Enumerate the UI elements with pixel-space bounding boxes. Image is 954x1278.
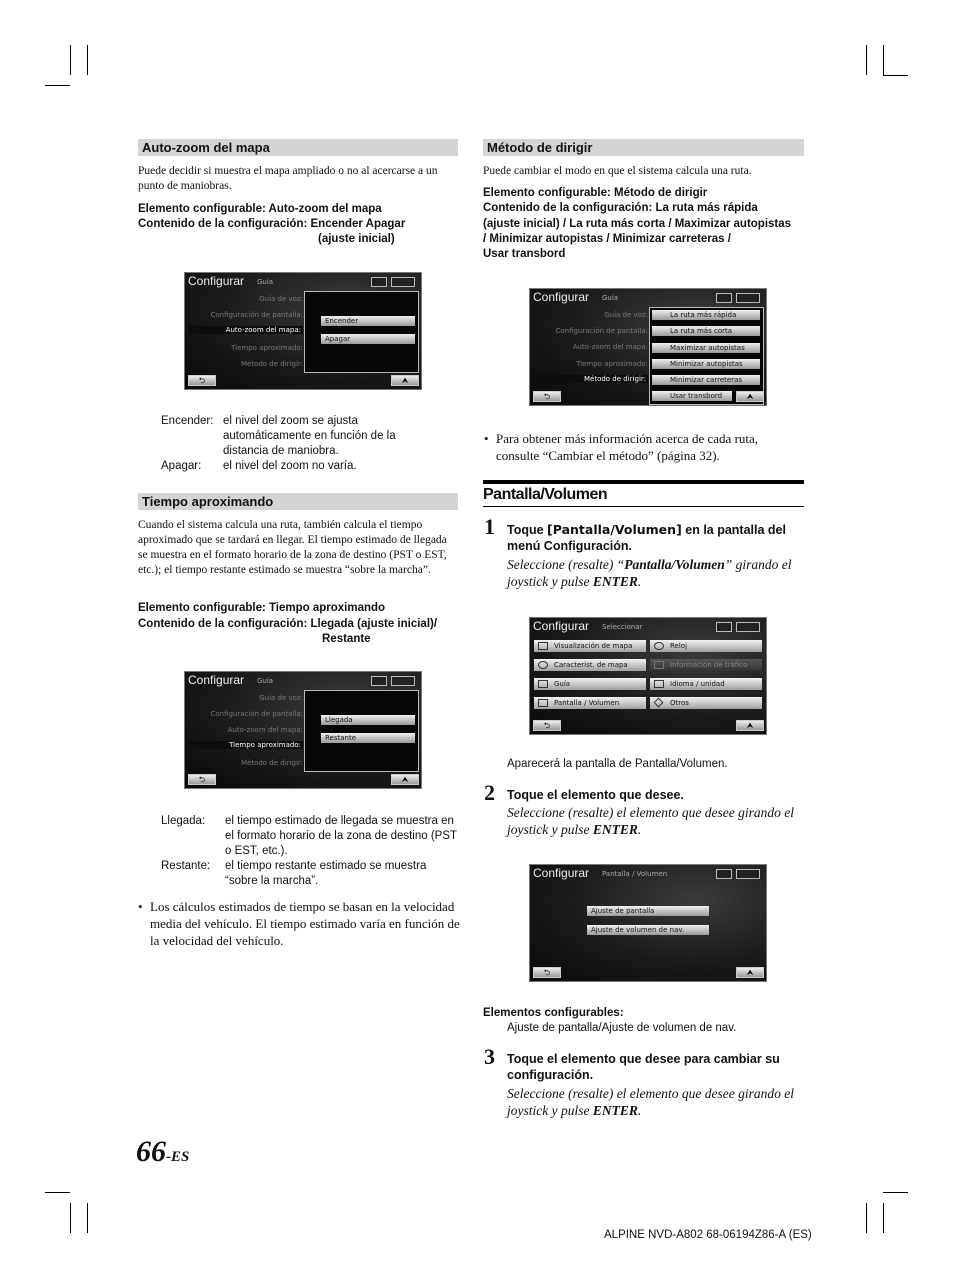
setting-label: Guía de voz: [604, 311, 648, 319]
metodo-intro: Puede cambiar el modo en que el sistema calcula una ruta. [483, 165, 752, 177]
metodo-setting-line: / Minimizar autopistas / Minimizar carreteras / [483, 233, 731, 245]
back-button[interactable]: ⮌ [533, 720, 561, 731]
autozoom-setting-line3: (ajuste inicial) [318, 233, 395, 245]
screen-title: Configurar [533, 866, 590, 880]
signpost-icon [538, 680, 548, 688]
def-desc-apagar: el nivel del zoom no varía. [223, 460, 357, 472]
setting-label: Guía de voz: [259, 295, 303, 303]
up-button[interactable]: ⮝ [391, 774, 419, 785]
option-ruta-rapida[interactable]: La ruta más rápida [652, 310, 760, 320]
metodo-setting-line: Contenido de la configuración: La ruta más rápida [483, 202, 758, 214]
setting-label: Configuración de pantalla: [555, 327, 648, 335]
up-button[interactable]: ⮝ [391, 375, 419, 386]
config-menu-screen [529, 617, 767, 735]
metodo-screen [529, 288, 767, 406]
screen-subtitle: Guía [257, 677, 274, 685]
section-heading-pantalla: Pantalla/Volumen [483, 486, 608, 503]
step2-detail: Seleccione (resalte) el elemento que desee girando el joystick y pulse ENTER. [507, 805, 795, 837]
option-ajuste-volumen-nav[interactable]: Ajuste de volumen de nav. [587, 925, 709, 935]
setting-label-selected[interactable]: Auto-zoom del mapa: [189, 326, 303, 334]
setting-label: Tiempo aproximado: [231, 344, 303, 352]
back-button[interactable]: ⮌ [533, 391, 561, 402]
window-icon[interactable] [716, 869, 732, 879]
heading-underline [483, 506, 804, 507]
language-icon [654, 680, 664, 688]
bullet-dot: • [484, 431, 489, 446]
screen-title: Configurar [533, 619, 590, 633]
setting-label-selected[interactable]: Tiempo aproximado: [189, 741, 303, 749]
setting-label: Método de dirigir: [240, 759, 303, 767]
grid-icon[interactable] [736, 622, 760, 632]
menu-idioma-unidad[interactable]: Idioma / unidad [650, 678, 762, 690]
bullet-dot: • [138, 899, 143, 914]
autozoom-intro: Puede decidir si muestra el mapa ampliado o no al acercarse a un punto de maniobras. [138, 165, 438, 192]
tiempo-setting-line2: Contenido de la configuración: Llegada (ajuste inicial)/ [138, 618, 438, 630]
elementos-label: Elementos configurables: [483, 1007, 624, 1019]
setting-label: Guía de voz: [259, 694, 303, 702]
def-term-restante: Restante: [161, 860, 211, 872]
options-panel [304, 690, 419, 772]
option-ajuste-pantalla[interactable]: Ajuste de pantalla [587, 906, 709, 916]
step3-instruction: Toque el elemento que desee para cambiar su configuración. [507, 1052, 780, 1082]
option-restante[interactable]: Restante [321, 733, 415, 743]
metodo-setting-line: Elemento configurable: Método de dirigir [483, 187, 708, 199]
elementos-value: Ajuste de pantalla/Ajuste de volumen de nav. [507, 1022, 737, 1034]
menu-visualizacion-mapa[interactable]: Visualización de mapa [534, 640, 646, 652]
menu-caracterist-mapa[interactable]: Caracterist. de mapa [534, 659, 646, 671]
metodo-setting-line: Usar transbord [483, 248, 566, 260]
page-number: 66-ES [136, 1135, 190, 1168]
up-button[interactable]: ⮝ [736, 720, 764, 731]
tiempo-setting-line1: Elemento configurable: Tiempo aproximando [138, 602, 386, 614]
def-term-llegada: Llegada: [161, 815, 206, 827]
section-heading-metodo: Método de dirigir [483, 139, 804, 156]
option-ruta-corta[interactable]: La ruta más corta [652, 326, 760, 336]
setting-label: Tiempo aproximado: [576, 360, 648, 368]
menu-otros[interactable]: Otros [650, 697, 762, 709]
after-menu-note: Aparecerá la pantalla de Pantalla/Volumen. [507, 758, 728, 770]
autozoom-setting-line1: Elemento configurable: Auto-zoom del mapa [138, 203, 382, 215]
option-min-autopistas[interactable]: Minimizar autopistas [652, 359, 760, 369]
def-desc-encender: el nivel del zoom se ajusta automáticamente en función de la distancia de maniobra. [223, 415, 396, 457]
map-icon [538, 642, 548, 650]
back-button[interactable]: ⮌ [188, 774, 216, 785]
step-number: 1 [484, 514, 495, 539]
autozoom-setting-line2: Contenido de la configuración: Encender Apagar [138, 218, 406, 230]
screen-subtitle: Guía [257, 278, 274, 286]
step-number: 3 [484, 1044, 495, 1069]
step-number: 2 [484, 780, 495, 805]
menu-pantalla-volumen[interactable]: Pantalla / Volumen [534, 697, 646, 709]
window-icon[interactable] [716, 293, 732, 303]
screen-title: Configurar [188, 274, 245, 288]
step2-instruction: Toque el elemento que desee. [507, 788, 684, 802]
options-panel [304, 291, 419, 373]
screen-title: Configurar [533, 290, 590, 304]
back-button[interactable]: ⮌ [188, 375, 216, 386]
pantalla-volumen-screen [529, 864, 767, 982]
heading-rule [483, 480, 804, 484]
setting-label: Auto-zoom del mapa: [572, 343, 648, 351]
section-heading-autozoom: Auto-zoom del mapa [138, 139, 458, 156]
option-max-autopistas[interactable]: Maximizar autopistas [652, 343, 760, 353]
def-term-encender: Encender: [161, 415, 214, 427]
grid-icon[interactable] [391, 676, 415, 686]
setting-label: Auto-zoom del mapa: [227, 726, 303, 734]
up-button[interactable]: ⮝ [736, 967, 764, 978]
tiempo-setting-line3: Restante [322, 633, 371, 645]
back-button[interactable]: ⮌ [533, 967, 561, 978]
setting-label-selected[interactable]: Método de dirigir: [534, 375, 648, 383]
screen-subtitle: Pantalla / Volumen [602, 870, 668, 878]
def-term-apagar: Apagar: [161, 460, 202, 472]
def-desc-llegada: el tiempo estimado de llegada se muestra en el formato horario de la zona de destino (PST o EST, etc.). [225, 815, 457, 857]
tiempo-intro: Cuando el sistema calcula una ruta, también calcula el tiempo aproximado que se tardará en llegar. El tiempo estimado de llegada se muestra en el formato horario de la zona de destino (PST o EST, etc.); el tiempo restante estimado se muestra “sobre la marcha”. [138, 519, 447, 576]
grid-icon[interactable] [391, 277, 415, 287]
option-apagar[interactable]: Apagar [321, 334, 415, 344]
step3-detail: Seleccione (resalte) el elemento que desee girando el joystick y pulse ENTER. [507, 1086, 795, 1118]
option-usar-transbord[interactable]: Usar transbord [652, 391, 732, 401]
traffic-icon [654, 661, 664, 669]
menu-reloj[interactable]: Reloj [650, 640, 762, 652]
menu-guia[interactable]: Guía [534, 678, 646, 690]
autozoom-screen [184, 272, 422, 390]
tiempo-bullet: Los cálculos estimados de tiempo se basan en la velocidad media del vehículo. El tiempo estimado varía en función de la velocidad del vehículo. [150, 899, 460, 948]
grid-icon[interactable] [736, 869, 760, 879]
metodo-setting-line: (ajuste inicial) / La ruta más corta / Maximizar autopistas [483, 218, 792, 230]
setting-label: Configuración de pantalla: [210, 311, 303, 319]
up-button[interactable]: ⮝ [736, 391, 764, 402]
setting-label: Configuración de pantalla: [210, 710, 303, 718]
metodo-bullet: Para obtener más información acerca de cada ruta, consulte “Cambiar el método” (página 32). [496, 431, 759, 463]
target-icon [538, 661, 548, 669]
def-desc-restante: el tiempo restante estimado se muestra “sobre la marcha”. [225, 860, 427, 887]
footer-code: ALPINE NVD-A802 68-06194Z86-A (ES) [604, 1229, 812, 1241]
monitor-icon [538, 699, 548, 707]
screen-subtitle: Guía [602, 294, 619, 302]
grid-icon[interactable] [736, 293, 760, 303]
diamond-icon [654, 698, 664, 708]
window-icon[interactable] [716, 622, 732, 632]
option-llegada[interactable]: Llegada [321, 715, 415, 725]
screen-title: Configurar [188, 673, 245, 687]
screen-subtitle: Seleccionar [602, 623, 643, 631]
step1-detail: Seleccione (resalte) “Pantalla/Volumen” girando el joystick y pulse ENTER. [507, 557, 792, 589]
menu-informacion-trafico: Información de tráfico [650, 659, 762, 671]
clock-icon [654, 642, 664, 650]
step1-instruction: Toque [Pantalla/Volumen] en la pantalla del menú Configuración. [507, 522, 786, 553]
window-icon[interactable] [371, 676, 387, 686]
setting-label: Método de dirigir: [240, 360, 303, 368]
window-icon[interactable] [371, 277, 387, 287]
option-min-carreteras[interactable]: Minimizar carreteras [652, 375, 760, 385]
section-heading-tiempo: Tiempo aproximando [138, 493, 458, 510]
tiempo-screen [184, 671, 422, 789]
option-encender[interactable]: Encender [321, 316, 415, 326]
